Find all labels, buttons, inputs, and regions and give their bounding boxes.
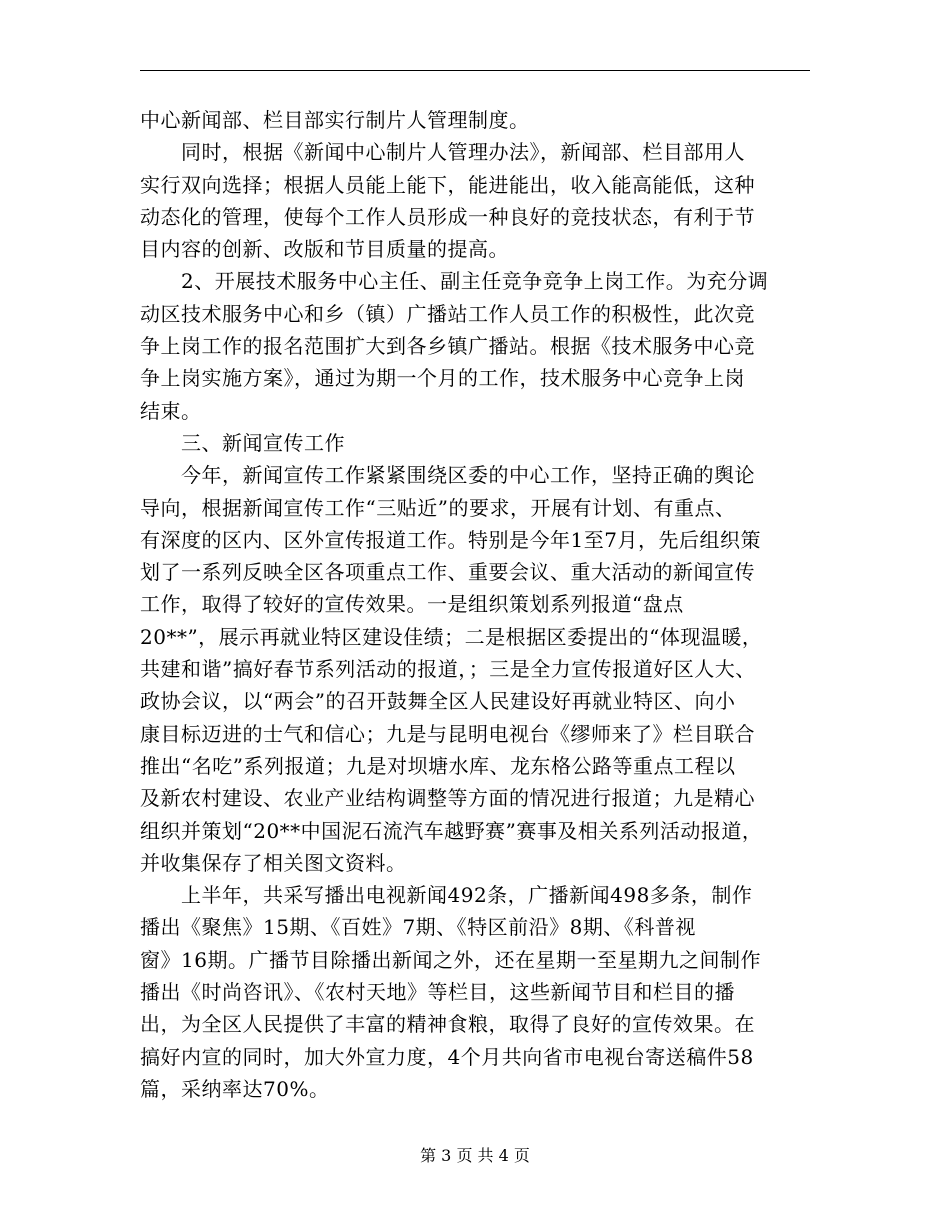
text-line: 争上岗工作的报名范围扩大到各乡镇广播站。根据《技术服务中心竞 <box>140 334 755 359</box>
text-line: 播出《时尚咨讯》、《农村天地》等栏目，这些新闻节目和栏目的播 <box>140 980 735 1005</box>
text-line: 并收集保存了相关图文资料。 <box>140 850 407 875</box>
text-line: 及新农村建设、农业产业结构调整等方面的情况进行报道；九是精心 <box>140 786 755 811</box>
text-line: 政协会议，以“两会”的召开鼓舞全区人民建设好再就业特区、向小 <box>140 689 736 714</box>
text-line: 2、开展技术服务中心主任、副主任竞争竞争上岗工作。为充分调 <box>140 269 769 294</box>
text-line: 20**”，展示再就业特区建设佳绩；二是根据区委提出的“体现温暖， <box>140 624 763 649</box>
text-line: 三、新闻宣传工作 <box>140 430 345 455</box>
text-line: 有深度的区内、区外宣传报道工作。特别是今年1至7月，先后组织策 <box>140 527 761 552</box>
text-line: 搞好内宣的同时，加大外宣力度，4个月共向省市电视台寄送稿件58 <box>140 1044 754 1069</box>
document-body <box>140 104 812 1105</box>
text-line: 推出“名吃”系列报道；九是对坝塘水库、龙东格公路等重点工程以 <box>140 753 736 778</box>
text-line: 争上岗实施方案》，通过为期一个月的工作，技术服务中心竞争上岗 <box>140 366 745 391</box>
text-line: 划了一系列反映全区各项重点工作、重要会议、重大活动的新闻宣传 <box>140 560 755 585</box>
text-line: 篇，采纳率达70%。 <box>140 1076 330 1101</box>
text-line: 上半年，共采写播出电视新闻492条，广播新闻498多条，制作 <box>140 883 753 908</box>
text-line: 共建和谐”搞好春节系列活动的报道，；三是全力宣传报道好区人大、 <box>140 657 756 682</box>
text-line: 同时，根据《新闻中心制片人管理办法》，新闻部、栏目部用人 <box>140 140 745 165</box>
text-line: 工作，取得了较好的宣传效果。一是组织策划系列报道“盘点 <box>140 592 684 617</box>
page-footer: 第 3 页 共 4 页 <box>420 1146 530 1165</box>
text-line: 动态化的管理，使每个工作人员形成一种良好的竞技状态，有利于节 <box>140 204 755 229</box>
text-line: 播出《聚焦》15期、《百姓》7期、《特区前沿》8期、《科普视 <box>140 915 696 940</box>
text-line: 康目标迈进的士气和信心；九是与昆明电视台《缪师来了》栏目联合 <box>140 721 755 746</box>
text-line: 动区技术服务中心和乡（镇）广播站工作人员工作的积极性，此次竞 <box>140 301 755 326</box>
text-line: 结束。 <box>140 398 202 423</box>
text-line: 中心新闻部、栏目部实行制片人管理制度。 <box>140 108 530 132</box>
text-line: 出，为全区人民提供了丰富的精神食粮，取得了良好的宣传效果。在 <box>140 1012 755 1037</box>
text-line: 导向，根据新闻宣传工作“三贴近”的要求，开展有计划、有重点、 <box>140 495 736 520</box>
header-rule <box>140 70 810 71</box>
text-line: 目内容的创新、改版和节目质量的提高。 <box>140 237 509 262</box>
text-line: 窗》16期。广播节目除播出新闻之外，还在星期一至星期九之间制作 <box>140 947 761 972</box>
text-line: 实行双向选择；根据人员能上能下，能进能出，收入能高能低，这种 <box>140 172 755 197</box>
text-line: 组织并策划“20**中国泥石流汽车越野赛”赛事及相关系列活动报道， <box>140 818 763 843</box>
text-line: 今年，新闻宣传工作紧紧围绕区委的中心工作，坚持正确的舆论 <box>140 463 755 488</box>
